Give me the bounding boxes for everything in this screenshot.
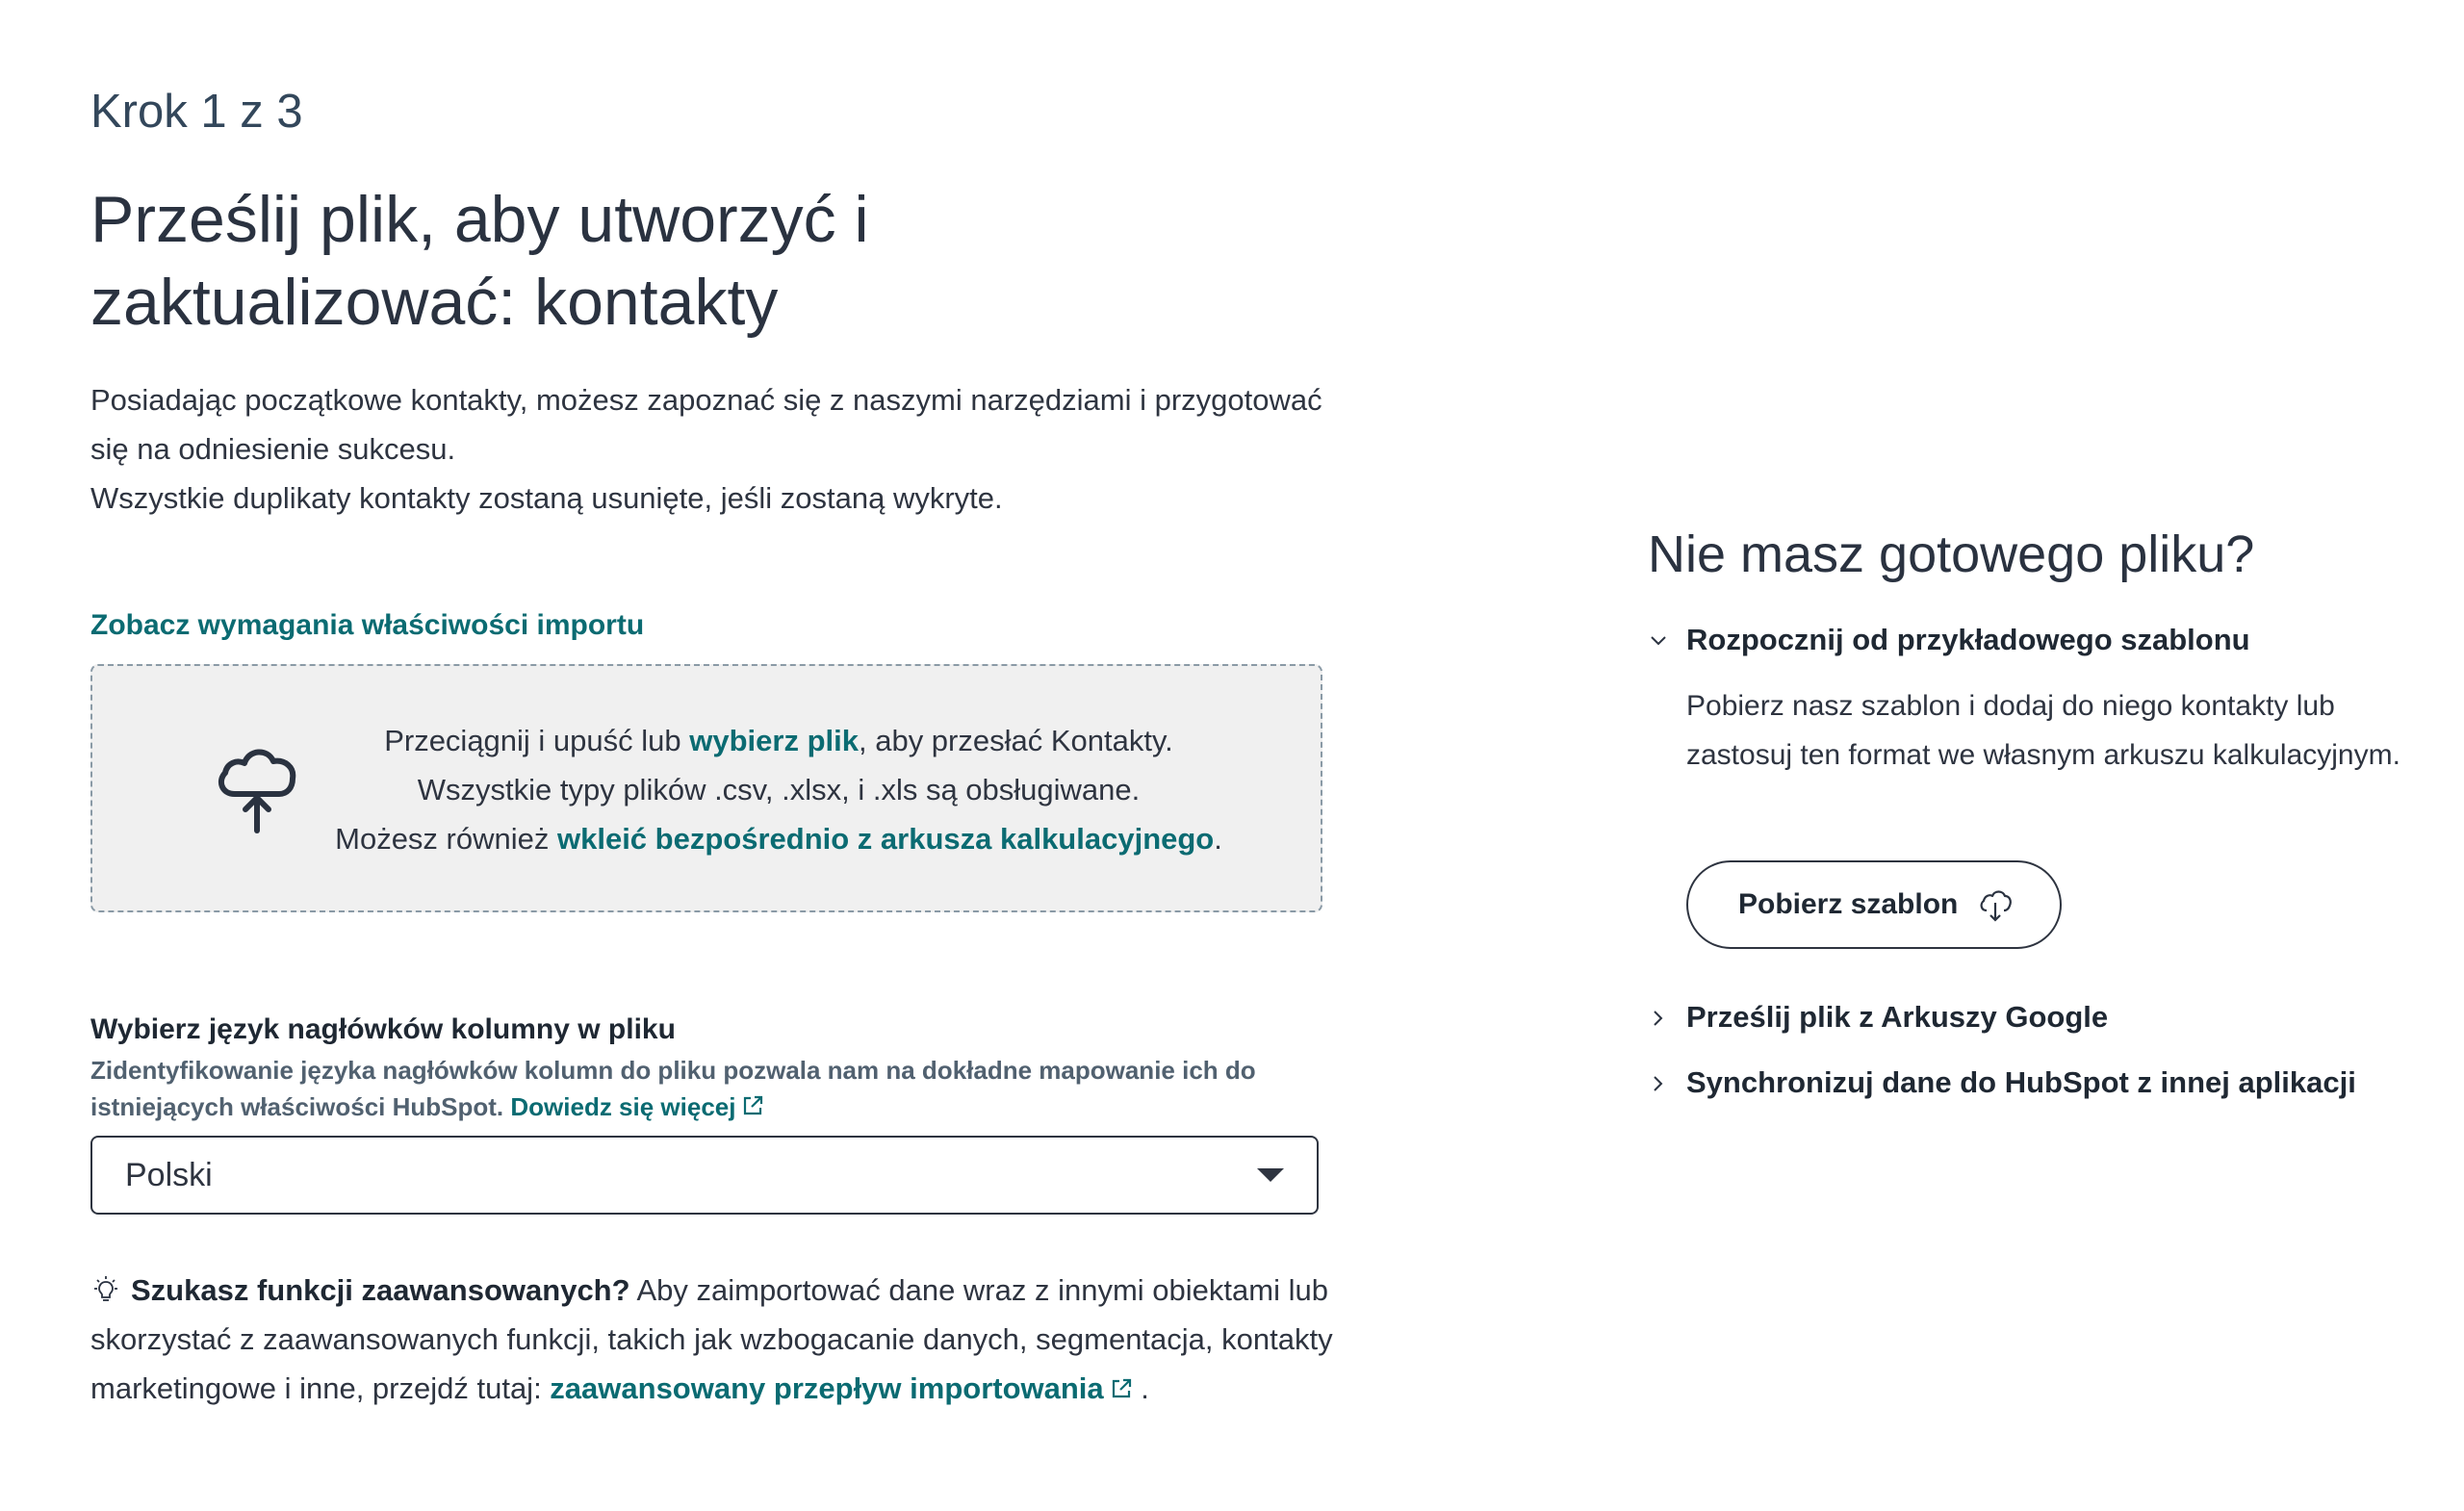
advanced-note-heading: Szukasz funkcji zaawansowanych? [131, 1273, 630, 1307]
intro-line-2: Wszystkie duplikaty kontakty zostaną usunięte, jeśli zostaną wykryte. [90, 481, 1003, 515]
advanced-import-link[interactable] [550, 1371, 1132, 1405]
language-help-text: Zidentyfikowanie języka nagłówków kolumn do pliku pozwala nam na dokładne mapowanie ich do istniejących właściwości HubSpot. [90, 1056, 1256, 1121]
chevron-right-icon [1648, 1073, 1669, 1094]
page-title: Prześlij plik, aby utworzyć i zaktualizować: kontakty [90, 183, 869, 339]
google-sheets-accordion-label: Prześlij plik z Arkuszy Google [1686, 1000, 2109, 1034]
step-indicator: Krok 1 z 3 [90, 86, 303, 138]
advanced-import-link-label: zaawansowany przepływ importowania [550, 1371, 1104, 1405]
intro-text [90, 375, 1361, 523]
caret-down-icon [1257, 1168, 1284, 1182]
download-template-label: Pobierz szablon [1738, 888, 1959, 920]
dropzone-text [92, 716, 1321, 863]
cloud-download-icon [1977, 887, 2014, 924]
choose-file-link[interactable]: wybierz plik [689, 724, 859, 757]
learn-more-link[interactable] [510, 1092, 764, 1121]
advanced-note-text: Aby zaimportować dane wraz z innymi obiektami lub skorzystać z zaawansowanych funkcji, takich jak wzbogacanie danych, segmentacja, kontakty marketingowe i inne, przejdź tutaj: [90, 1273, 1333, 1405]
dropzone-line-1 [237, 716, 1321, 765]
sync-app-accordion-label: Synchronizuj dane do HubSpot z innej aplikacji [1686, 1065, 2356, 1099]
lightbulb-icon [90, 1274, 121, 1305]
language-select[interactable] [90, 1136, 1319, 1215]
sidebar-title: Nie masz gotowego pliku? [1648, 525, 2255, 583]
learn-more-label: Dowiedz się więcej [510, 1092, 736, 1121]
dropzone-line-3-pre: Możesz również [335, 822, 557, 856]
external-link-icon [741, 1094, 764, 1117]
template-accordion-label: Rozpocznij od przykładowego szablonu [1686, 623, 2250, 656]
dropzone-line-2: Wszystkie typy plików .csv, .xlsx, i .xls są obsługiwane. [417, 773, 1141, 807]
paste-from-spreadsheet-link[interactable]: wkleić bezpośrednio z arkusza kalkulacyjnego [556, 822, 1215, 856]
language-help [90, 1052, 1332, 1125]
chevron-right-icon [1648, 1008, 1669, 1029]
dropzone-line-3 [237, 814, 1321, 863]
chevron-down-icon [1648, 630, 1669, 652]
advanced-import-note [90, 1266, 1342, 1413]
external-link-icon [1110, 1377, 1133, 1400]
import-requirements-link[interactable]: Zobacz wymagania właściwości importu [90, 609, 645, 641]
language-label: Wybierz język nagłówków kolumny w pliku [90, 1013, 676, 1045]
download-template-button[interactable] [1686, 860, 2062, 949]
dropzone-line-3-post: . [1214, 822, 1222, 856]
file-dropzone[interactable] [90, 664, 1322, 912]
template-accordion-body: Pobierz nasz szablon i dodaj do niego kontakty lub zastosuj ten format we własnym arkuszu kalkulacyjnym. [1686, 690, 2400, 771]
dropzone-line-1-post: , aby przesłać Kontakty. [858, 724, 1173, 757]
intro-line-1: Posiadając początkowe kontakty, możesz zapoznać się z naszymi narzędziami i przygotować się na odniesienie sukcesu. [90, 383, 1322, 466]
advanced-note-end: . [1141, 1371, 1149, 1405]
language-select-value: Polski [125, 1157, 213, 1193]
dropzone-line-1-pre: Przeciągnij i upuść lub [384, 724, 690, 757]
